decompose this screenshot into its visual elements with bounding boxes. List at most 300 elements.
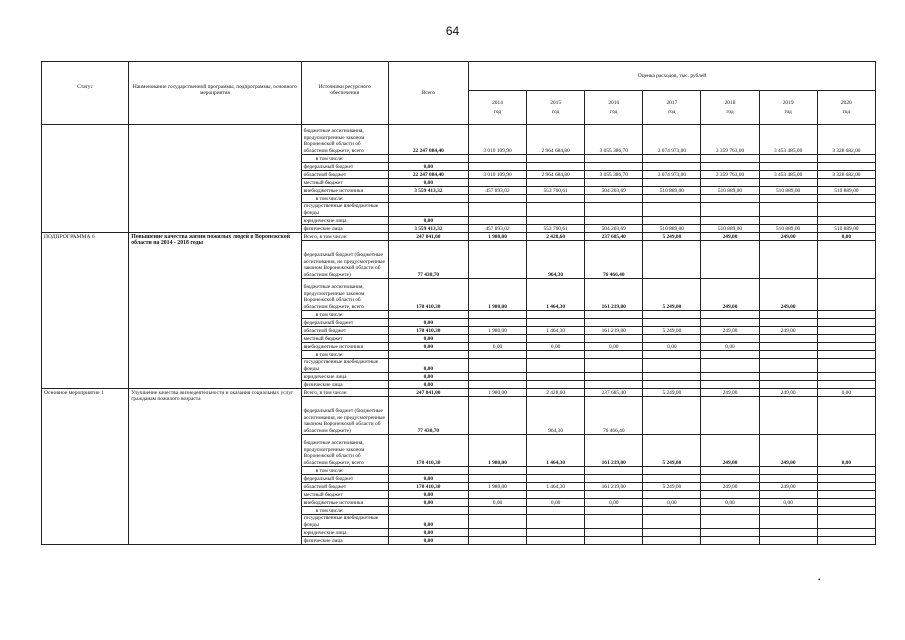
row-program-name [129, 125, 301, 233]
year-value-2017 [643, 467, 701, 475]
year-value-2018: 0,00 [701, 343, 759, 351]
funding-source: физические лица [301, 537, 388, 545]
row-program-name: Повышение качества жизни пожилых людей в Воронежской области на 2014 - 2018 годы [129, 233, 301, 389]
year-value-2016 [585, 163, 643, 171]
year-value-2017 [643, 195, 701, 203]
year-value-2014: 1 980,00 [468, 389, 526, 397]
year-value-2014: 1 980,00 [468, 483, 526, 491]
total-value: 0,00 [388, 499, 468, 507]
year-value-2017: 5 249,00 [643, 483, 701, 491]
year-value-2018 [701, 397, 759, 435]
year-value-2017 [643, 311, 701, 319]
header-status: Статус [42, 62, 129, 125]
header-year-2016 [585, 91, 643, 125]
year-number: 2017 [666, 99, 678, 106]
year-value-2015 [527, 351, 585, 359]
year-value-2019 [759, 467, 817, 475]
year-value-2014 [468, 537, 526, 545]
funding-source: бюджетные ассигнования, предусмотренные законом Воронежской области об областном бюджете, всего [301, 125, 388, 155]
year-value-2016: 161 219,00 [585, 435, 643, 467]
year-value-2019 [759, 515, 817, 529]
year-value-2019: 249,00 [759, 279, 817, 311]
total-value: 3 559 413,32 [388, 225, 468, 233]
year-value-2019: 510 889,00 [759, 225, 817, 233]
funding-source: в том числе: [301, 467, 388, 475]
year-value-2016 [585, 351, 643, 359]
total-value: 22 247 084,40 [388, 171, 468, 179]
year-value-2014 [468, 203, 526, 217]
funding-source: федеральный бюджет [301, 319, 388, 327]
funding-source: юридические лица [301, 529, 388, 537]
year-value-2017 [643, 397, 701, 435]
funding-source: внебюджетные источники [301, 343, 388, 351]
header-estimate: Оценка расходов, тыс. рублей [468, 62, 875, 91]
funding-source: в том числе: [301, 351, 388, 359]
year-value-2018: 3 359 763,00 [701, 171, 759, 179]
year-value-2014 [468, 373, 526, 381]
header-name: Наименование государственной программы, подпрограммы, основного мероприятия [129, 62, 301, 125]
total-value: 247 841,00 [388, 389, 468, 397]
table-body [42, 125, 876, 545]
year-value-2018 [701, 467, 759, 475]
year-value-2016 [585, 491, 643, 499]
year-value-2015 [527, 195, 585, 203]
year-value-2016: 237 685,40 [585, 233, 643, 241]
funding-source: государственные внебюджетные фонды [301, 515, 388, 529]
year-value-2016 [585, 203, 643, 217]
year-value-2015 [527, 537, 585, 545]
year-value-2020 [817, 475, 875, 483]
table-header [42, 62, 876, 125]
total-value [388, 195, 468, 203]
year-value-2020 [817, 381, 875, 389]
year-value-2020: 0,00 [817, 389, 875, 397]
year-value-2015 [527, 163, 585, 171]
year-value-2015: 0,00 [527, 499, 585, 507]
funding-source: внебюджетные источники [301, 187, 388, 195]
funding-source: федеральный бюджет [301, 163, 388, 171]
year-value-2017: 3 074 973,00 [643, 125, 701, 155]
funding-source: юридические лица [301, 373, 388, 381]
year-value-2019 [759, 475, 817, 483]
year-value-2018 [701, 381, 759, 389]
year-value-2019 [759, 195, 817, 203]
year-value-2017 [643, 203, 701, 217]
year-value-2017 [643, 507, 701, 515]
year-value-2019 [759, 537, 817, 545]
year-value-2015 [527, 359, 585, 373]
total-value: 247 841,00 [388, 233, 468, 241]
year-value-2014: 1 980,00 [468, 435, 526, 467]
year-value-2015 [527, 319, 585, 327]
year-number: 2015 [550, 99, 562, 106]
row-status: Основное мероприятие 1 [42, 389, 129, 545]
year-value-2015: 1 464,30 [527, 327, 585, 335]
year-value-2017 [643, 351, 701, 359]
year-value-2018 [701, 529, 759, 537]
year-value-2014 [468, 217, 526, 225]
funding-source: внебюджетные источники [301, 499, 388, 507]
year-value-2019: 249,00 [759, 233, 817, 241]
year-word: год [784, 109, 792, 115]
year-value-2018 [701, 155, 759, 163]
year-value-2016 [585, 373, 643, 381]
funding-source: юридические лица [301, 217, 388, 225]
year-value-2016 [585, 515, 643, 529]
year-value-2017: 5 249,00 [643, 327, 701, 335]
year-value-2019 [759, 163, 817, 171]
year-number: 2018 [724, 99, 736, 106]
year-value-2014 [468, 515, 526, 529]
year-value-2014 [468, 351, 526, 359]
total-value: 0,00 [388, 335, 468, 343]
year-value-2014 [468, 179, 526, 187]
year-value-2017 [643, 537, 701, 545]
year-value-2020 [817, 373, 875, 381]
funding-source: областной бюджет [301, 327, 388, 335]
total-value: 0,00 [388, 319, 468, 327]
year-value-2014: 1 980,00 [468, 233, 526, 241]
year-value-2017: 510 889,00 [643, 225, 701, 233]
year-value-2018 [701, 179, 759, 187]
year-value-2014: 457 893,02 [468, 187, 526, 195]
year-value-2019 [759, 311, 817, 319]
year-value-2015 [527, 203, 585, 217]
year-value-2018 [701, 537, 759, 545]
year-value-2018: 249,00 [701, 279, 759, 311]
funding-source: в том числе: [301, 155, 388, 163]
funding-source: местный бюджет [301, 491, 388, 499]
year-value-2019 [759, 397, 817, 435]
total-value [388, 467, 468, 475]
year-value-2018 [701, 515, 759, 529]
year-number: 2014 [492, 99, 503, 106]
year-value-2020 [817, 343, 875, 351]
total-value: 0,00 [388, 475, 468, 483]
year-value-2014 [468, 195, 526, 203]
total-value: 0,00 [388, 373, 468, 381]
year-value-2015 [527, 311, 585, 319]
year-value-2020 [817, 195, 875, 203]
year-value-2014: 0,00 [468, 343, 526, 351]
row-status [42, 125, 129, 233]
year-value-2019 [759, 179, 817, 187]
year-value-2017: 5 249,00 [643, 233, 701, 241]
year-value-2020 [817, 335, 875, 343]
year-value-2019 [759, 203, 817, 217]
year-value-2017: 0,00 [643, 343, 701, 351]
year-value-2018: 249,00 [701, 233, 759, 241]
row-status: ПОДПРОГРАММА 6 [42, 233, 129, 389]
year-value-2015 [527, 381, 585, 389]
year-value-2018 [701, 335, 759, 343]
year-value-2020: 3 328 682,00 [817, 171, 875, 179]
year-value-2018 [701, 311, 759, 319]
year-value-2019 [759, 491, 817, 499]
year-value-2019 [759, 373, 817, 381]
total-value: 0,00 [388, 343, 468, 351]
total-value: 77 430,70 [388, 241, 468, 279]
total-value: 0,00 [388, 179, 468, 187]
funding-source: бюджетные ассигнования, предусмотренные законом Воронежской области об областном бюджете, всего [301, 279, 388, 311]
year-value-2019: 249,00 [759, 327, 817, 335]
year-value-2017 [643, 217, 701, 225]
page-mark: • [818, 576, 821, 584]
year-value-2018 [701, 475, 759, 483]
year-value-2018: 249,00 [701, 327, 759, 335]
year-value-2014: 457 893,02 [468, 225, 526, 233]
year-value-2020 [817, 515, 875, 529]
year-value-2016: 3 055 386,70 [585, 171, 643, 179]
year-value-2016: 0,00 [585, 499, 643, 507]
year-value-2019: 3 453 485,00 [759, 171, 817, 179]
year-value-2020 [817, 241, 875, 279]
year-value-2017 [643, 491, 701, 499]
year-value-2016 [585, 529, 643, 537]
year-value-2015 [527, 475, 585, 483]
year-value-2017 [643, 529, 701, 537]
total-value: 0,00 [388, 515, 468, 529]
year-value-2017 [643, 241, 701, 279]
year-value-2014 [468, 155, 526, 163]
year-value-2015 [527, 491, 585, 499]
year-value-2019 [759, 507, 817, 515]
year-value-2020 [817, 467, 875, 475]
header-year-2019 [759, 91, 817, 125]
year-value-2014 [468, 507, 526, 515]
total-value: 0,00 [388, 163, 468, 171]
year-value-2014 [468, 163, 526, 171]
year-value-2018: 0,00 [701, 499, 759, 507]
total-value: 22 247 084,40 [388, 125, 468, 155]
year-value-2015 [527, 335, 585, 343]
year-value-2019 [759, 351, 817, 359]
year-word: год [493, 109, 502, 115]
year-value-2019: 249,00 [759, 389, 817, 397]
year-value-2018 [701, 373, 759, 381]
year-value-2014 [468, 359, 526, 373]
total-value [388, 351, 468, 359]
year-value-2014 [468, 397, 526, 435]
year-value-2019: 249,00 [759, 483, 817, 491]
year-value-2015: 964,30 [527, 397, 585, 435]
year-value-2020 [817, 179, 875, 187]
year-word: год [726, 109, 734, 115]
year-value-2017: 510 889,00 [643, 187, 701, 195]
header-year-2020 [817, 91, 875, 125]
year-value-2016 [585, 319, 643, 327]
year-value-2020 [817, 163, 875, 171]
year-value-2014 [468, 529, 526, 537]
total-value: 3 559 413,32 [388, 187, 468, 195]
year-value-2020 [817, 491, 875, 499]
year-value-2020: 0,00 [817, 435, 875, 467]
funding-source: местный бюджет [301, 179, 388, 187]
year-value-2019 [759, 319, 817, 327]
year-word: год [668, 109, 676, 115]
year-value-2018 [701, 163, 759, 171]
total-value: 170 410,30 [388, 279, 468, 311]
year-value-2016: 504 203,69 [585, 225, 643, 233]
year-value-2014: 1 980,00 [468, 327, 526, 335]
table-row [42, 233, 876, 241]
year-value-2020 [817, 499, 875, 507]
year-value-2018: 249,00 [701, 389, 759, 397]
year-value-2017: 5 249,00 [643, 435, 701, 467]
year-value-2016 [585, 475, 643, 483]
year-value-2016: 161 219,00 [585, 279, 643, 311]
year-value-2016: 0,00 [585, 343, 643, 351]
year-value-2014 [468, 241, 526, 279]
table-row [42, 125, 876, 155]
funding-source: бюджетные ассигнования, предусмотренные законом Воронежской области об областном бюджете, всего [301, 435, 388, 467]
year-value-2016: 76 466,40 [585, 397, 643, 435]
funding-source: в том числе: [301, 311, 388, 319]
year-value-2016 [585, 335, 643, 343]
year-value-2015: 2 428,60 [527, 389, 585, 397]
year-value-2020: 510 889,00 [817, 225, 875, 233]
year-value-2016 [585, 381, 643, 389]
total-value: 0,00 [388, 529, 468, 537]
year-value-2018: 3 359 763,00 [701, 125, 759, 155]
funding-source: физические лица [301, 381, 388, 389]
year-value-2016: 3 055 386,70 [585, 125, 643, 155]
year-value-2018 [701, 507, 759, 515]
year-value-2016 [585, 155, 643, 163]
year-value-2016: 76 466,40 [585, 241, 643, 279]
year-value-2014 [468, 335, 526, 343]
year-value-2016 [585, 217, 643, 225]
year-value-2020 [817, 217, 875, 225]
year-value-2020 [817, 397, 875, 435]
total-value: 170 410,30 [388, 483, 468, 491]
year-number: 2019 [782, 99, 794, 106]
year-value-2014 [468, 491, 526, 499]
year-value-2020: 0,00 [817, 233, 875, 241]
year-value-2015: 2 428,60 [527, 233, 585, 241]
year-value-2020 [817, 359, 875, 373]
year-value-2020 [817, 327, 875, 335]
year-value-2016: 161 219,00 [585, 327, 643, 335]
year-value-2020 [817, 529, 875, 537]
year-value-2017 [643, 163, 701, 171]
total-value: 0,00 [388, 359, 468, 373]
year-number: 2016 [608, 99, 620, 106]
year-value-2016 [585, 311, 643, 319]
year-value-2017: 5 249,00 [643, 279, 701, 311]
year-value-2019: 3 453 485,00 [759, 125, 817, 155]
header-year-2014 [468, 91, 526, 125]
year-value-2019 [759, 335, 817, 343]
year-number: 2020 [840, 99, 852, 106]
year-value-2020 [817, 203, 875, 217]
year-value-2018: 510 889,00 [701, 225, 759, 233]
funding-source: областной бюджет [301, 483, 388, 491]
header-year-2017 [643, 91, 701, 125]
funding-source: федеральный бюджет (бюджетные ассигнования, не предусмотренные законом Воронежской области об областном бюджете) [301, 397, 388, 435]
year-value-2014 [468, 319, 526, 327]
year-value-2018 [701, 351, 759, 359]
year-value-2020: 3 328 682,00 [817, 125, 875, 155]
year-value-2020 [817, 279, 875, 311]
year-value-2015 [527, 507, 585, 515]
year-value-2015 [527, 155, 585, 163]
year-value-2017 [643, 155, 701, 163]
total-value: 0,00 [388, 217, 468, 225]
year-value-2016 [585, 359, 643, 373]
year-value-2020 [817, 319, 875, 327]
total-value: 0,00 [388, 381, 468, 389]
total-value [388, 507, 468, 515]
funding-source: государственные внебюджетные фонды [301, 203, 388, 217]
year-value-2015: 2 964 684,80 [527, 171, 585, 179]
total-value: 170 410,30 [388, 327, 468, 335]
year-value-2017: 3 074 973,00 [643, 171, 701, 179]
year-value-2015 [527, 529, 585, 537]
year-value-2014 [468, 475, 526, 483]
year-value-2020 [817, 537, 875, 545]
year-value-2020 [817, 351, 875, 359]
year-value-2016: 504 203,69 [585, 187, 643, 195]
year-value-2017 [643, 359, 701, 373]
year-value-2019 [759, 241, 817, 279]
year-value-2019: 510 889,00 [759, 187, 817, 195]
year-value-2014: 1 980,00 [468, 279, 526, 311]
year-value-2020 [817, 311, 875, 319]
year-value-2019 [759, 381, 817, 389]
row-program-name: Улучшение качества жизнедеятельности и оказания социальных услуг гражданам пожилого возраста [129, 389, 301, 545]
year-value-2018 [701, 241, 759, 279]
year-value-2017: 0,00 [643, 499, 701, 507]
year-value-2017 [643, 373, 701, 381]
year-value-2017 [643, 515, 701, 529]
total-value [388, 203, 468, 217]
funding-source: в том числе: [301, 507, 388, 515]
year-value-2016 [585, 179, 643, 187]
header-year-2015 [527, 91, 585, 125]
total-value: 170 410,30 [388, 435, 468, 467]
year-value-2018 [701, 359, 759, 373]
funding-source: областной бюджет [301, 171, 388, 179]
year-word: год [551, 109, 560, 115]
year-value-2015: 1 464,30 [527, 279, 585, 311]
total-value: 0,00 [388, 537, 468, 545]
year-value-2019: 0,00 [759, 499, 817, 507]
year-value-2018 [701, 491, 759, 499]
total-value: 77 430,70 [388, 397, 468, 435]
page-number: 64 [445, 24, 460, 38]
year-value-2019 [759, 343, 817, 351]
year-value-2016 [585, 467, 643, 475]
year-word: год [842, 109, 851, 115]
year-value-2016 [585, 195, 643, 203]
year-value-2020 [817, 507, 875, 515]
year-value-2017 [643, 179, 701, 187]
funding-source: государственные внебюджетные фонды [301, 359, 388, 373]
year-value-2015 [527, 515, 585, 529]
year-value-2014 [468, 467, 526, 475]
year-word: год [610, 109, 618, 115]
funding-source: федеральный бюджет [301, 475, 388, 483]
header-year-2018 [701, 91, 759, 125]
year-value-2020 [817, 155, 875, 163]
year-value-2015 [527, 179, 585, 187]
year-value-2018: 249,00 [701, 483, 759, 491]
funding-source: местный бюджет [301, 335, 388, 343]
year-value-2015 [527, 467, 585, 475]
year-value-2016 [585, 507, 643, 515]
year-value-2016: 161 219,00 [585, 483, 643, 491]
